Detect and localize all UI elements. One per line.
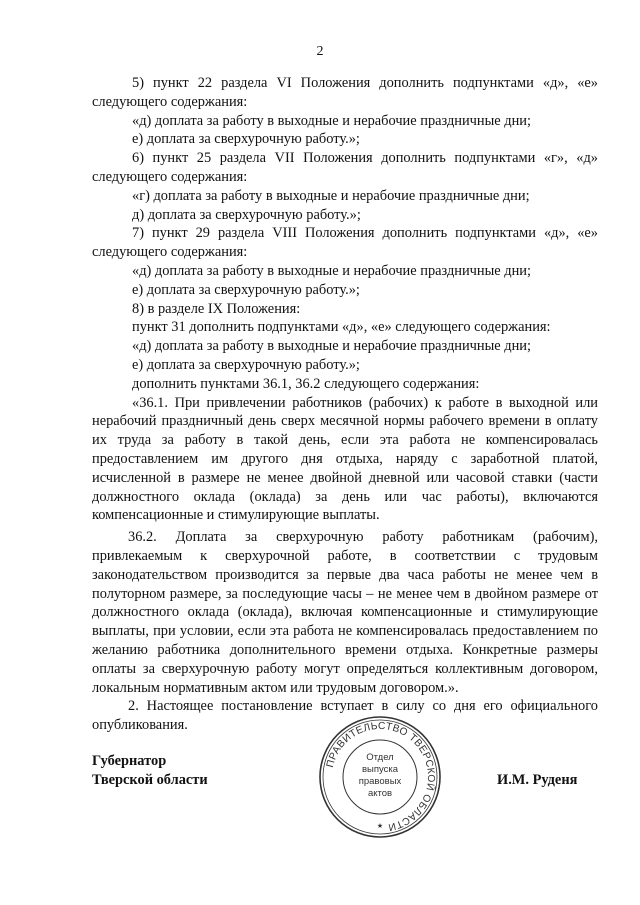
paragraph: «д) доплата за работу в выходные и нерабочие праздничные дни; <box>132 112 531 129</box>
paragraph: «д) доплата за работу в выходные и нерабочие праздничные дни; <box>132 262 531 279</box>
paragraph-36-2: 36.2. Доплата за сверхурочную работу работникам (рабочим), привлекаемым к сверхурочной работе, в соответствии с трудовым законодательством производится за первые два часа работы не менее чем в полуторном размере, за последующие часы – не менее чем в двойном размере от должностного оклада (оклада), включая компенсационные и стимулирующие выплаты, при условии, если эта работа не компенсировалась предоставлением по желанию работника дополнительного времени отдыха. Конкретные размеры оплаты за сверхурочную работу могут определяться коллективным договором, локальным нормативным актом или трудовым договором.». <box>92 529 598 696</box>
seal-ring-text: ПРАВИТЕЛЬСТВО ТВЕРСКОЙ ОБЛАСТИ <box>324 720 437 833</box>
document-body <box>92 74 598 735</box>
paragraph-effective-date: 2. Настоящее постановление вступает в силу со дня его официального опубликования. <box>92 698 598 734</box>
seal-star-icon: ★ <box>376 822 384 830</box>
seal-center-line: Отдел <box>366 752 394 763</box>
paragraph: е) доплата за сверхурочную работу.»; <box>132 131 360 148</box>
paragraph: д) доплата за сверхурочную работу.»; <box>132 206 361 223</box>
signature-position-line2: Тверской области <box>92 771 208 788</box>
paragraph: дополнить пунктами 36.1, 36.2 следующего содержания: <box>132 375 480 392</box>
paragraph: е) доплата за сверхурочную работу.»; <box>132 356 360 373</box>
paragraph: 6) пункт 25 раздела VII Положения дополнить подпунктами «г», «д» следующего содержания: <box>92 150 598 185</box>
paragraph-36-1: «36.1. При привлечении работников (рабочих) к работе в выходной или нерабочий праздничный день сверх месячной нормы рабочего времени в оплату их труда за работу в такой день, если эта работа не компенсировалась предоставлением им другого дня отдыха, наряду с заработной платой, исчисленной в размере не менее двойной дневной или часовой ставки (части должностного оклада (оклада) за день или час работы), включаются компенсационные и стимулирующие выплаты. <box>92 394 598 524</box>
seal-center-line: выпуска <box>361 764 399 775</box>
official-seal <box>318 715 442 839</box>
paragraph: 5) пункт 22 раздела VI Положения дополнить подпунктами «д», «е» следующего содержания: <box>92 75 598 110</box>
paragraph: е) доплата за сверхурочную работу.»; <box>132 281 360 298</box>
paragraph: «г) доплата за работу в выходные и нерабочие праздничные дни; <box>132 187 530 204</box>
page-number: 2 <box>316 44 324 59</box>
paragraph: 8) в разделе IX Положения: <box>132 300 301 317</box>
paragraph: «д) доплата за работу в выходные и нерабочие праздничные дни; <box>132 338 531 355</box>
signature-position-line1: Губернатор <box>92 753 167 769</box>
seal-center-line: правовых <box>358 776 402 787</box>
signature-name: И.М. Руденя <box>497 772 578 788</box>
paragraph: 7) пункт 29 раздела VIII Положения дополнить подпунктами «д», «е» следующего содержания: <box>92 225 598 261</box>
seal-center-line: актов <box>367 788 393 799</box>
paragraph: пункт 31 дополнить подпунктами «д», «е» следующего содержания: <box>132 319 551 336</box>
signature-position <box>92 752 208 789</box>
